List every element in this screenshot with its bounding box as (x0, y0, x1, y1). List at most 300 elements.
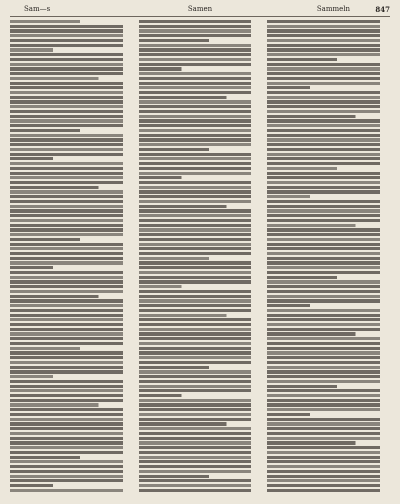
text-line (139, 347, 262, 350)
text-line (10, 451, 133, 454)
text-line (139, 318, 262, 321)
text-line (267, 385, 343, 388)
text-line (267, 370, 390, 373)
text-line (267, 53, 390, 56)
text-line (10, 337, 133, 340)
text-line (10, 309, 133, 312)
text-line (10, 143, 133, 146)
header-left-word: Sam—s (24, 5, 51, 13)
header-rule (10, 16, 390, 17)
text-line (139, 48, 262, 51)
text-line (267, 328, 390, 331)
text-line (10, 214, 133, 217)
text-line (267, 214, 390, 217)
text-line (10, 44, 133, 47)
text-line (10, 157, 57, 160)
text-line (139, 290, 262, 293)
text-line (267, 285, 390, 288)
text-line (139, 337, 262, 340)
text-line (139, 82, 262, 85)
text-line (10, 228, 133, 231)
text-line (139, 162, 262, 165)
text-line (267, 309, 390, 312)
text-line (267, 351, 390, 354)
text-line (10, 176, 133, 179)
text-line (139, 129, 262, 132)
text-line (267, 304, 314, 307)
text-line (139, 470, 262, 473)
text-line (267, 394, 390, 397)
text-line (267, 91, 390, 94)
text-line (139, 190, 262, 193)
text-line (267, 115, 363, 118)
text-line (10, 34, 133, 37)
text-line (139, 285, 186, 288)
text-line (139, 100, 262, 103)
text-line (10, 465, 133, 468)
text-line (10, 489, 133, 492)
text-line (10, 86, 133, 89)
text-line (139, 209, 262, 212)
text-line (139, 39, 215, 42)
text-line (139, 460, 262, 463)
text-line (139, 157, 262, 160)
text-line (267, 323, 390, 326)
text-line (267, 408, 390, 411)
text-line (139, 34, 262, 37)
text-line (10, 233, 133, 236)
text-line (10, 167, 133, 170)
text-line (10, 77, 106, 80)
text-line (267, 48, 390, 51)
text-line (10, 96, 133, 99)
text-line (267, 413, 314, 416)
text-line (10, 271, 133, 274)
text-line (267, 162, 390, 165)
header-center-word: Samen (187, 5, 213, 13)
text-line (10, 422, 133, 425)
text-line (267, 427, 390, 430)
text-line (139, 385, 262, 388)
text-line (267, 422, 390, 425)
text-line (267, 261, 390, 264)
text-line (10, 209, 133, 212)
text-line (267, 280, 390, 283)
text-line (10, 342, 133, 345)
text-line (10, 261, 133, 264)
text-line (267, 441, 363, 444)
text-line (267, 39, 390, 42)
text-line (139, 77, 262, 80)
text-line (139, 332, 262, 335)
text-line (139, 280, 262, 283)
text-line (139, 72, 262, 75)
text-line (10, 290, 133, 293)
text-line (139, 134, 262, 137)
text-line (267, 86, 314, 89)
text-line (10, 403, 106, 406)
text-line (10, 484, 57, 487)
text-line (267, 375, 390, 378)
text-line (139, 153, 262, 156)
text-line (267, 460, 390, 463)
text-line (139, 441, 262, 444)
text-line (139, 247, 262, 250)
text-line (267, 219, 390, 222)
text-line (139, 91, 262, 94)
text-line (139, 328, 262, 331)
text-line (10, 356, 133, 359)
text-line (139, 380, 262, 383)
text-line (267, 129, 390, 132)
text-line (10, 91, 133, 94)
text-line (139, 465, 262, 468)
text-line (10, 479, 133, 482)
text-columns (10, 20, 390, 496)
text-line (139, 233, 262, 236)
text-line (139, 252, 262, 255)
text-line (139, 389, 262, 392)
column-left (10, 20, 133, 496)
text-line (267, 143, 390, 146)
text-line (267, 110, 390, 113)
text-line (139, 399, 262, 402)
text-line (10, 124, 133, 127)
text-line (10, 351, 133, 354)
text-line (10, 190, 133, 193)
text-line (139, 44, 262, 47)
text-line (139, 432, 262, 435)
text-line (267, 138, 390, 141)
text-line (10, 456, 86, 459)
text-line (10, 100, 133, 103)
text-line (267, 456, 390, 459)
text-line (10, 53, 133, 56)
text-line (10, 413, 133, 416)
text-line (10, 380, 133, 383)
text-line (10, 82, 133, 85)
text-line (139, 261, 262, 264)
text-line (10, 224, 133, 227)
text-line (139, 224, 262, 227)
text-line (10, 243, 133, 246)
text-line (10, 427, 133, 430)
text-line (10, 266, 57, 269)
text-line (267, 484, 390, 487)
text-line (139, 484, 262, 487)
text-line (267, 200, 390, 203)
text-line (267, 418, 390, 421)
text-line (267, 96, 390, 99)
text-line (139, 271, 262, 274)
text-line (10, 172, 133, 175)
text-line (267, 67, 390, 70)
text-line (267, 475, 390, 478)
text-line (10, 437, 133, 440)
text-line (139, 266, 262, 269)
text-line (10, 48, 57, 51)
text-line (10, 257, 133, 260)
column-middle (139, 20, 262, 496)
text-line (139, 351, 262, 354)
text-line (10, 105, 133, 108)
text-line (267, 290, 390, 293)
text-line (10, 252, 133, 255)
text-line (10, 219, 133, 222)
text-line (139, 314, 235, 317)
text-line (267, 148, 390, 151)
text-line (10, 205, 133, 208)
text-line (267, 470, 390, 473)
text-line (139, 243, 262, 246)
text-line (267, 252, 390, 255)
text-line (10, 370, 133, 373)
text-line (10, 394, 133, 397)
text-line (267, 257, 390, 260)
text-line (10, 238, 86, 241)
text-line (10, 389, 133, 392)
text-line (10, 418, 133, 421)
text-line (139, 361, 262, 364)
text-line (139, 29, 262, 32)
text-line (139, 228, 262, 231)
text-line (267, 479, 390, 482)
text-line (10, 138, 133, 141)
text-line (10, 441, 133, 444)
text-line (139, 20, 262, 23)
text-line (10, 347, 86, 350)
text-line (10, 134, 133, 137)
text-line (139, 214, 262, 217)
text-line (10, 470, 133, 473)
text-line (267, 172, 390, 175)
text-line (139, 143, 262, 146)
text-line (267, 77, 390, 80)
header-right-word: Sammeln (316, 5, 350, 13)
text-line (139, 67, 186, 70)
text-line (267, 332, 363, 335)
text-line (267, 124, 390, 127)
text-line (10, 460, 133, 463)
text-line (267, 176, 390, 179)
text-line (10, 200, 133, 203)
text-line (139, 394, 186, 397)
text-line (10, 475, 133, 478)
text-line (10, 58, 133, 61)
text-line (10, 72, 133, 75)
text-line (267, 228, 390, 231)
text-line (10, 119, 133, 122)
text-line (267, 247, 390, 250)
text-line (139, 446, 262, 449)
text-line (267, 100, 390, 103)
text-line (10, 20, 86, 23)
text-line (10, 366, 133, 369)
text-line (10, 361, 133, 364)
text-line (139, 408, 262, 411)
text-line (10, 385, 133, 388)
text-line (10, 25, 133, 28)
text-line (267, 318, 390, 321)
text-line (139, 119, 262, 122)
text-line (267, 356, 390, 359)
text-line (267, 399, 390, 402)
text-line (139, 342, 262, 345)
text-line (267, 295, 390, 298)
text-line (10, 432, 133, 435)
text-line (267, 233, 390, 236)
text-line (267, 437, 390, 440)
text-line (10, 318, 133, 321)
text-line (267, 465, 390, 468)
text-line (139, 200, 262, 203)
text-line (267, 20, 390, 23)
text-line (139, 418, 262, 421)
text-line (139, 148, 215, 151)
text-line (139, 172, 262, 175)
text-line (139, 53, 262, 56)
text-line (139, 413, 262, 416)
text-line (267, 44, 390, 47)
text-line (10, 67, 133, 70)
text-line (267, 380, 390, 383)
text-line (139, 427, 262, 430)
text-line (10, 375, 57, 378)
text-line (10, 280, 133, 283)
text-line (267, 190, 390, 193)
text-line (139, 437, 262, 440)
text-line (267, 25, 390, 28)
text-line (139, 276, 262, 279)
text-line (139, 105, 262, 108)
text-line (267, 276, 343, 279)
text-line (267, 361, 390, 364)
text-line (267, 446, 390, 449)
text-line (267, 489, 390, 492)
text-line (10, 276, 133, 279)
text-line (267, 58, 343, 61)
text-line (267, 181, 390, 184)
text-line (139, 403, 262, 406)
text-line (139, 366, 215, 369)
text-line (10, 186, 106, 189)
text-line (267, 238, 390, 241)
text-line (10, 399, 133, 402)
text-line (10, 153, 133, 156)
text-line (10, 332, 133, 335)
text-line (139, 195, 262, 198)
text-line (139, 138, 262, 141)
page-number: 847 (375, 5, 390, 14)
text-line (139, 479, 262, 482)
text-line (10, 110, 133, 113)
text-line (267, 299, 390, 302)
text-line (139, 489, 262, 492)
text-line (139, 309, 262, 312)
text-line (139, 25, 262, 28)
text-line (267, 389, 390, 392)
text-line (139, 356, 262, 359)
text-line (139, 375, 262, 378)
text-line (139, 110, 262, 113)
text-line (139, 370, 262, 373)
text-line (267, 195, 314, 198)
text-line (267, 432, 390, 435)
text-line (10, 285, 133, 288)
text-line (10, 63, 133, 66)
text-line (139, 124, 262, 127)
text-line (10, 162, 133, 165)
text-line (267, 366, 390, 369)
text-line (139, 176, 186, 179)
text-line (139, 451, 262, 454)
text-line (139, 181, 262, 184)
text-line (10, 39, 133, 42)
text-line (139, 63, 262, 66)
text-line (139, 257, 215, 260)
text-line (267, 209, 390, 212)
text-line (10, 299, 133, 302)
text-line (267, 342, 390, 345)
text-line (267, 271, 390, 274)
text-line (139, 167, 262, 170)
text-line (267, 224, 363, 227)
text-line (139, 238, 262, 241)
text-line (139, 96, 235, 99)
text-line (267, 314, 390, 317)
text-line (10, 328, 133, 331)
text-line (267, 266, 390, 269)
text-line (139, 475, 215, 478)
text-line (267, 451, 390, 454)
text-line (139, 115, 262, 118)
text-line (10, 408, 133, 411)
text-line (267, 337, 390, 340)
text-line (267, 403, 390, 406)
text-line (10, 115, 133, 118)
text-line (267, 153, 390, 156)
text-line (139, 299, 262, 302)
text-line (10, 323, 133, 326)
text-line (10, 446, 133, 449)
text-line (139, 323, 262, 326)
text-line (10, 129, 86, 132)
text-line (139, 456, 262, 459)
text-line (139, 205, 235, 208)
text-line (267, 82, 390, 85)
text-line (10, 29, 133, 32)
text-line (139, 422, 235, 425)
text-line (267, 243, 390, 246)
text-line (10, 195, 133, 198)
text-line (139, 295, 262, 298)
text-line (10, 148, 133, 151)
text-line (267, 134, 390, 137)
text-line (10, 181, 133, 184)
text-line (267, 205, 390, 208)
text-line (139, 86, 262, 89)
column-right (267, 20, 390, 496)
text-line (10, 314, 133, 317)
text-line (267, 119, 390, 122)
text-line (267, 186, 390, 189)
text-line (139, 219, 262, 222)
text-line (139, 58, 262, 61)
text-line (139, 304, 262, 307)
text-line (267, 72, 390, 75)
text-line (267, 105, 390, 108)
text-line (139, 186, 262, 189)
